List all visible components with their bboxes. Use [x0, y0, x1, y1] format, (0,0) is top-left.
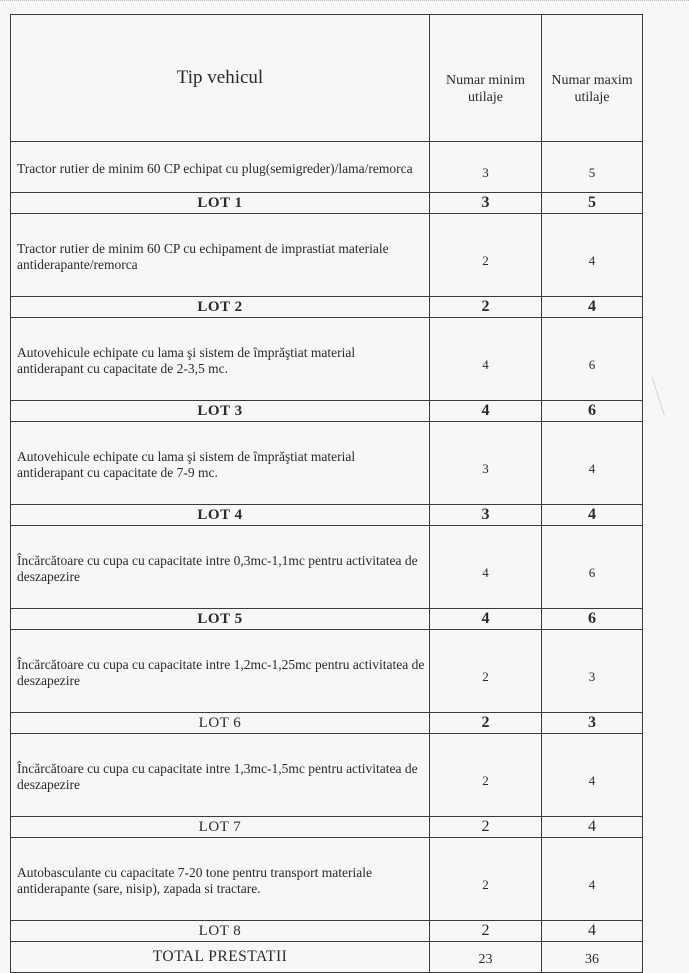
- lot-label: LOT 3: [11, 401, 430, 422]
- lot-min-count: 2: [430, 921, 542, 942]
- vehicle-min-count: 3: [430, 142, 542, 193]
- vehicle-description: Autovehicule echipate cu lama şi sistem de împrăştiat material antiderapant cu capacitate de 7-9 mc.: [11, 422, 430, 505]
- vehicle-description: Autobasculante cu capacitate 7-20 tone pentru transport materiale antiderapante (sare, nisip), zapada si tractare.: [11, 838, 430, 921]
- lot-max-count: 6: [542, 401, 643, 422]
- lot-min-count: 3: [430, 193, 542, 214]
- lot-min-count: 4: [430, 609, 542, 630]
- lot-min-count: 2: [430, 297, 542, 318]
- lot-row: [11, 713, 643, 734]
- lot-min-count: 2: [430, 817, 542, 838]
- vehicle-max-count: 5: [542, 142, 643, 193]
- vehicle-max-count: 4: [542, 734, 643, 817]
- vehicle-row: [11, 214, 643, 297]
- vehicle-description: Încărcătoare cu cupa cu capacitate intre 1,3mc-1,5mc pentru activitatea de deszapezire: [11, 734, 430, 817]
- vehicle-max-count: 4: [542, 422, 643, 505]
- vehicle-min-count: 2: [430, 838, 542, 921]
- lot-max-count: 4: [542, 297, 643, 318]
- lot-row: [11, 505, 643, 526]
- lot-label: LOT 2: [11, 297, 430, 318]
- lot-row: [11, 609, 643, 630]
- vehicle-min-count: 3: [430, 422, 542, 505]
- lot-label: LOT 5: [11, 609, 430, 630]
- vehicle-row: [11, 838, 643, 921]
- lot-label: LOT 7: [11, 817, 430, 838]
- lot-row: [11, 921, 643, 942]
- lot-label: LOT 8: [11, 921, 430, 942]
- vehicle-max-count: 4: [542, 214, 643, 297]
- total-row: [11, 942, 643, 973]
- vehicle-row: [11, 526, 643, 609]
- lot-max-count: 4: [542, 921, 643, 942]
- vehicle-description: Încărcătoare cu cupa cu capacitate intre 1,2mc-1,25mc pentru activitatea de deszapezire: [11, 630, 430, 713]
- lot-row: [11, 193, 643, 214]
- vehicle-max-count: 6: [542, 318, 643, 401]
- header-numar-maxim: Numar maxim utilaje: [542, 15, 643, 142]
- vehicle-row: [11, 734, 643, 817]
- vehicle-description: Autovehicule echipate cu lama şi sistem de împrăştiat material antiderapant cu capacitate de 2-3,5 mc.: [11, 318, 430, 401]
- lot-min-count: 3: [430, 505, 542, 526]
- scan-edge: [0, 0, 689, 7]
- vehicle-min-count: 2: [430, 734, 542, 817]
- lot-label: LOT 6: [11, 713, 430, 734]
- header-numar-minim: Numar minim utilaje: [430, 15, 542, 142]
- scan-artifact: [640, 377, 665, 419]
- vehicle-row: [11, 142, 643, 193]
- vehicle-row: [11, 318, 643, 401]
- vehicle-row: [11, 630, 643, 713]
- vehicle-min-count: 2: [430, 630, 542, 713]
- lot-min-count: 2: [430, 713, 542, 734]
- total-min-count: 23: [430, 942, 542, 973]
- vehicle-min-count: 4: [430, 526, 542, 609]
- lot-max-count: 6: [542, 609, 643, 630]
- lot-label: LOT 4: [11, 505, 430, 526]
- vehicle-min-count: 4: [430, 318, 542, 401]
- table-header-row: [11, 15, 643, 142]
- total-label: TOTAL PRESTATII: [11, 942, 430, 973]
- vehicle-description: Tractor rutier de minim 60 CP echipat cu plug(semigreder)/lama/remorca: [11, 142, 430, 193]
- header-tip-vehicul: Tip vehicul: [11, 15, 430, 142]
- lot-row: [11, 297, 643, 318]
- vehicle-max-count: 6: [542, 526, 643, 609]
- lot-row: [11, 817, 643, 838]
- vehicle-row: [11, 422, 643, 505]
- vehicle-max-count: 4: [542, 838, 643, 921]
- vehicle-description: Încărcătoare cu cupa cu capacitate intre 0,3mc-1,1mc pentru activitatea de deszapezire: [11, 526, 430, 609]
- vehicle-max-count: 3: [542, 630, 643, 713]
- vehicle-min-count: 2: [430, 214, 542, 297]
- lot-max-count: 5: [542, 193, 643, 214]
- lot-max-count: 4: [542, 505, 643, 526]
- total-max-count: 36: [542, 942, 643, 973]
- lot-min-count: 4: [430, 401, 542, 422]
- vehicle-description: Tractor rutier de minim 60 CP cu echipament de imprastiat materiale antiderapante/remorca: [11, 214, 430, 297]
- lot-max-count: 4: [542, 817, 643, 838]
- lot-max-count: 3: [542, 713, 643, 734]
- lot-row: [11, 401, 643, 422]
- vehicle-lots-table: [10, 14, 643, 973]
- lot-label: LOT 1: [11, 193, 430, 214]
